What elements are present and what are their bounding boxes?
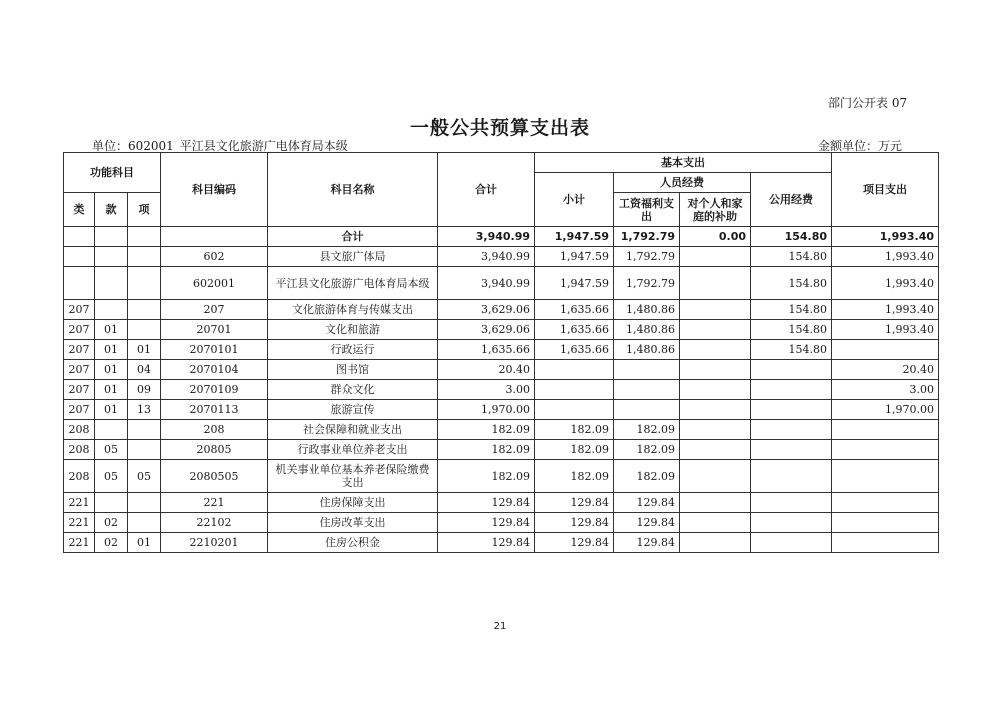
header-code: 科目编码	[161, 153, 268, 227]
cell-code: 22102	[161, 513, 268, 533]
table-row	[64, 360, 939, 380]
cell-kuan: 01	[95, 340, 128, 360]
cell-project: 1,993.40	[832, 300, 939, 320]
table-row	[64, 513, 939, 533]
cell-salary: 1,480.86	[614, 300, 680, 320]
cell-salary: 1,480.86	[614, 340, 680, 360]
cell-code: 2070101	[161, 340, 268, 360]
cell-subsidy	[680, 247, 751, 267]
cell-code: 20805	[161, 440, 268, 460]
cell-subsidy	[680, 340, 751, 360]
cell-code: 602	[161, 247, 268, 267]
cell-total: 129.84	[438, 513, 535, 533]
cell-xiang	[128, 300, 161, 320]
cell-kuan: 05	[95, 440, 128, 460]
cell-subtotal	[535, 360, 614, 380]
cell-project: 20.40	[832, 360, 939, 380]
cell-subsidy	[680, 513, 751, 533]
cell-salary: 1,480.86	[614, 320, 680, 340]
cell-lei: 207	[64, 340, 95, 360]
cell-total: 182.09	[438, 460, 535, 493]
cell-kuan: 05	[95, 460, 128, 493]
cell-subtotal: 1,635.66	[535, 300, 614, 320]
cell-lei: 207	[64, 380, 95, 400]
cell-kuan	[95, 267, 128, 300]
organization-unit: 单位：602001_平江县文化旅游广电体育局本级	[92, 139, 348, 153]
cell-kuan: 01	[95, 360, 128, 380]
cell-name: 住房保障支出	[268, 493, 438, 513]
cell-xiang: 13	[128, 400, 161, 420]
header-public: 公用经费	[751, 173, 832, 227]
total-row	[64, 227, 939, 247]
cell-lei: 221	[64, 513, 95, 533]
cell-code	[161, 227, 268, 247]
cell-code: 2210201	[161, 533, 268, 553]
cell-public: 154.80	[751, 340, 832, 360]
table-row	[64, 380, 939, 400]
cell-subsidy	[680, 320, 751, 340]
cell-xiang	[128, 267, 161, 300]
cell-public	[751, 513, 832, 533]
page-number: 21	[493, 621, 507, 632]
cell-lei: 208	[64, 460, 95, 493]
cell-project: 1,993.40	[832, 247, 939, 267]
cell-salary: 1,792.79	[614, 267, 680, 300]
header-total: 合计	[438, 153, 535, 227]
cell-kuan: 02	[95, 513, 128, 533]
table-row	[64, 493, 939, 513]
cell-xiang	[128, 513, 161, 533]
cell-kuan: 01	[95, 320, 128, 340]
cell-subsidy	[680, 420, 751, 440]
cell-subtotal: 182.09	[535, 420, 614, 440]
cell-public	[751, 493, 832, 513]
table-row	[64, 533, 939, 553]
cell-xiang: 09	[128, 380, 161, 400]
cell-code: 208	[161, 420, 268, 440]
header-func-subject: 功能科目	[64, 153, 161, 193]
header-lei: 类	[64, 193, 95, 227]
cell-code: 2070109	[161, 380, 268, 400]
cell-name: 机关事业单位基本养老保险缴费支出	[268, 460, 438, 493]
cell-public	[751, 460, 832, 493]
cell-subtotal	[535, 380, 614, 400]
cell-project	[832, 513, 939, 533]
cell-subsidy	[680, 267, 751, 300]
cell-xiang	[128, 247, 161, 267]
cell-subtotal: 1,947.59	[535, 227, 614, 247]
cell-public	[751, 380, 832, 400]
header-personnel: 人员经费	[614, 173, 751, 193]
cell-salary: 129.84	[614, 493, 680, 513]
header-kuan: 款	[95, 193, 128, 227]
header-project: 项目支出	[832, 153, 939, 227]
cell-total: 3,940.99	[438, 247, 535, 267]
cell-total: 182.09	[438, 420, 535, 440]
cell-subsidy	[680, 380, 751, 400]
cell-name: 群众文化	[268, 380, 438, 400]
header-name: 科目名称	[268, 153, 438, 227]
cell-total: 1,635.66	[438, 340, 535, 360]
table-row	[64, 267, 939, 300]
cell-project	[832, 533, 939, 553]
cell-public	[751, 533, 832, 553]
cell-project	[832, 440, 939, 460]
cell-total: 3.00	[438, 380, 535, 400]
cell-total: 129.84	[438, 493, 535, 513]
cell-lei: 221	[64, 533, 95, 553]
cell-salary	[614, 380, 680, 400]
cell-public	[751, 440, 832, 460]
cell-code: 2070104	[161, 360, 268, 380]
cell-public: 154.80	[751, 267, 832, 300]
cell-subtotal: 129.84	[535, 533, 614, 553]
cell-salary: 182.09	[614, 460, 680, 493]
cell-total: 1,970.00	[438, 400, 535, 420]
cell-public	[751, 360, 832, 380]
table-row	[64, 300, 939, 320]
cell-salary: 1,792.79	[614, 227, 680, 247]
cell-salary	[614, 400, 680, 420]
cell-subsidy	[680, 300, 751, 320]
table-row	[64, 340, 939, 360]
cell-subtotal: 182.09	[535, 440, 614, 460]
cell-code: 2070113	[161, 400, 268, 420]
cell-total: 3,940.99	[438, 227, 535, 247]
cell-total: 182.09	[438, 440, 535, 460]
cell-total: 20.40	[438, 360, 535, 380]
cell-subsidy	[680, 440, 751, 460]
currency-unit: 金额单位：万元	[818, 139, 903, 153]
cell-project	[832, 340, 939, 360]
cell-lei: 207	[64, 320, 95, 340]
cell-total: 129.84	[438, 533, 535, 553]
table-row	[64, 400, 939, 420]
cell-name: 旅游宣传	[268, 400, 438, 420]
cell-name: 文化和旅游	[268, 320, 438, 340]
cell-subtotal: 1,947.59	[535, 247, 614, 267]
cell-name: 行政运行	[268, 340, 438, 360]
cell-xiang	[128, 493, 161, 513]
cell-kuan: 01	[95, 380, 128, 400]
cell-lei	[64, 247, 95, 267]
cell-name: 住房公积金	[268, 533, 438, 553]
cell-subsidy	[680, 460, 751, 493]
cell-subsidy	[680, 400, 751, 420]
table-row	[64, 247, 939, 267]
cell-lei: 208	[64, 440, 95, 460]
cell-name: 文化旅游体育与传媒支出	[268, 300, 438, 320]
cell-xiang: 01	[128, 533, 161, 553]
cell-total: 3,629.06	[438, 320, 535, 340]
cell-subtotal: 1,947.59	[535, 267, 614, 300]
table-row	[64, 320, 939, 340]
cell-code: 602001	[161, 267, 268, 300]
cell-public	[751, 420, 832, 440]
cell-name: 县文旅广体局	[268, 247, 438, 267]
table-body	[64, 227, 939, 553]
cell-kuan: 01	[95, 400, 128, 420]
cell-lei	[64, 227, 95, 247]
header-subtotal: 小计	[535, 173, 614, 227]
cell-project: 3.00	[832, 380, 939, 400]
cell-salary: 182.09	[614, 440, 680, 460]
header-xiang: 项	[128, 193, 161, 227]
page-title: 一般公共预算支出表	[409, 117, 590, 139]
cell-project	[832, 493, 939, 513]
table-row	[64, 460, 939, 493]
cell-lei: 207	[64, 300, 95, 320]
table-row	[64, 440, 939, 460]
cell-code: 221	[161, 493, 268, 513]
cell-kuan	[95, 493, 128, 513]
cell-project: 1,993.40	[832, 320, 939, 340]
cell-kuan	[95, 227, 128, 247]
cell-total: 3,629.06	[438, 300, 535, 320]
cell-subtotal: 129.84	[535, 513, 614, 533]
cell-xiang: 04	[128, 360, 161, 380]
cell-xiang: 05	[128, 460, 161, 493]
table-row	[64, 420, 939, 440]
cell-name: 平江县文化旅游广电体育局本级	[268, 267, 438, 300]
cell-salary: 129.84	[614, 533, 680, 553]
cell-public: 154.80	[751, 300, 832, 320]
cell-kuan	[95, 420, 128, 440]
cell-code: 20701	[161, 320, 268, 340]
cell-name: 社会保障和就业支出	[268, 420, 438, 440]
cell-kuan	[95, 300, 128, 320]
cell-name: 行政事业单位养老支出	[268, 440, 438, 460]
header-salary: 工资福利支出	[614, 193, 680, 227]
cell-project	[832, 420, 939, 440]
cell-salary: 129.84	[614, 513, 680, 533]
cell-project: 1,993.40	[832, 267, 939, 300]
cell-subtotal: 1,635.66	[535, 340, 614, 360]
form-number: 部门公开表 07	[828, 96, 908, 110]
cell-lei	[64, 267, 95, 300]
cell-project: 1,970.00	[832, 400, 939, 420]
cell-kuan: 02	[95, 533, 128, 553]
cell-lei: 221	[64, 493, 95, 513]
cell-xiang	[128, 440, 161, 460]
cell-total: 3,940.99	[438, 267, 535, 300]
cell-salary: 1,792.79	[614, 247, 680, 267]
cell-subtotal: 182.09	[535, 460, 614, 493]
cell-lei: 208	[64, 420, 95, 440]
cell-subsidy	[680, 533, 751, 553]
cell-subsidy	[680, 493, 751, 513]
cell-kuan	[95, 247, 128, 267]
cell-xiang	[128, 420, 161, 440]
cell-public: 154.80	[751, 227, 832, 247]
cell-public	[751, 400, 832, 420]
header-subsidy: 对个人和家庭的补助	[680, 193, 751, 227]
cell-salary	[614, 360, 680, 380]
cell-xiang	[128, 320, 161, 340]
cell-lei: 207	[64, 360, 95, 380]
cell-subtotal: 129.84	[535, 493, 614, 513]
cell-xiang: 01	[128, 340, 161, 360]
cell-subsidy: 0.00	[680, 227, 751, 247]
cell-name: 合计	[268, 227, 438, 247]
table-header	[64, 153, 939, 227]
budget-table	[63, 152, 939, 553]
header-basic: 基本支出	[535, 153, 832, 173]
cell-public: 154.80	[751, 320, 832, 340]
cell-name: 住房改革支出	[268, 513, 438, 533]
cell-xiang	[128, 227, 161, 247]
cell-lei: 207	[64, 400, 95, 420]
cell-public: 154.80	[751, 247, 832, 267]
cell-code: 2080505	[161, 460, 268, 493]
cell-subtotal	[535, 400, 614, 420]
cell-name: 图书馆	[268, 360, 438, 380]
cell-project: 1,993.40	[832, 227, 939, 247]
cell-subtotal: 1,635.66	[535, 320, 614, 340]
cell-subsidy	[680, 360, 751, 380]
cell-salary: 182.09	[614, 420, 680, 440]
cell-code: 207	[161, 300, 268, 320]
cell-project	[832, 460, 939, 493]
